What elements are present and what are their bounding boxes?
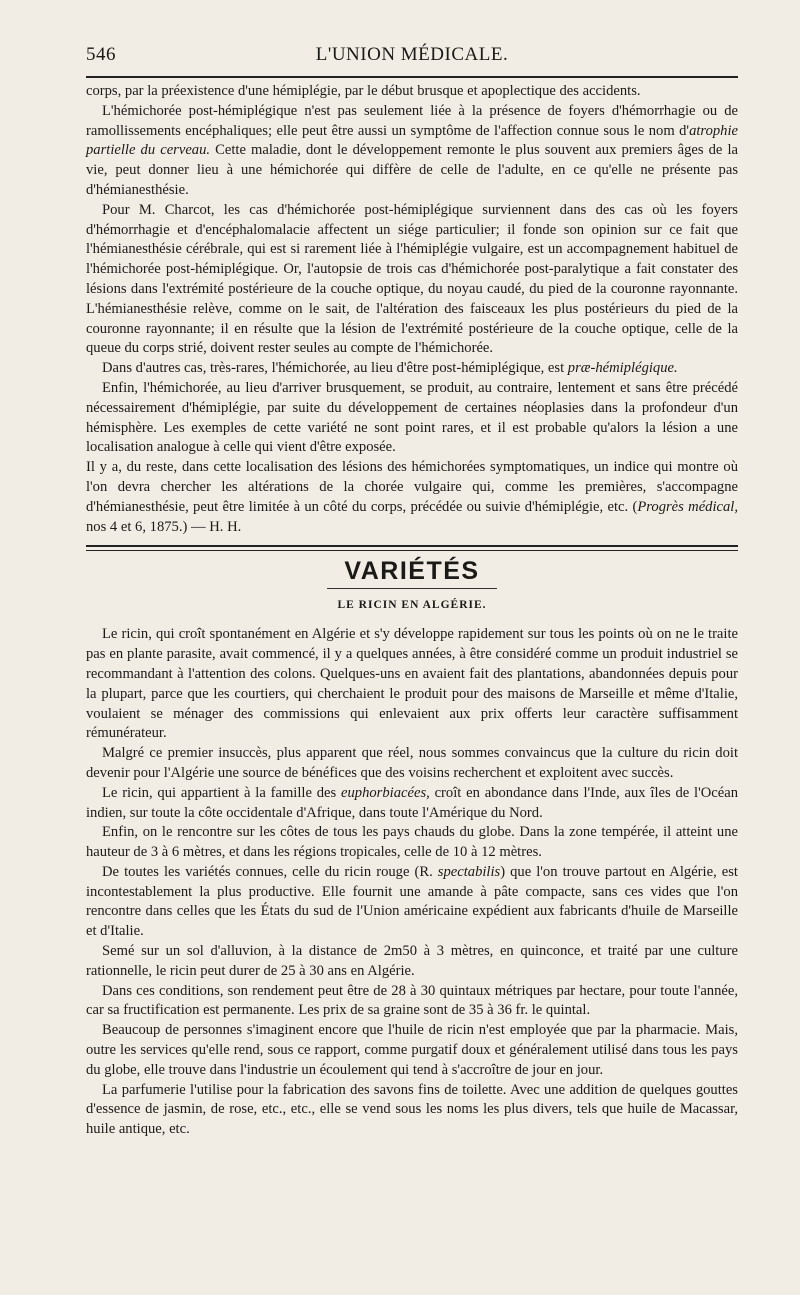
article-ricin [86,625,738,1140]
paragraph: corps, par la préexistence d'une hémiplégie, par le début brusque et apoplectique des accidents. [86,83,641,99]
paragraph: L'hémichorée post-hémiplégique n'est pas seulement liée à la présence de foyers d'hémorrhagie ou de ramollissements encéphaliques; elle peut être aussi un symptôme de l'affection connue sous le nom d'atrophie partielle du cerveau. Cette maladie, dont le développement remonte le plus souvent aux premiers âges de la vie, peut donner lieu à une hémichorée qui diffère de celle de l'adulte, en ce qu'elle ne présente pas d'hémianesthésie. [86,102,739,198]
paragraph: Enfin, on le rencontre sur les côtes de tous les pays chauds du globe. Dans la zone tempérée, il atteint une hauteur de 3 à 6 mètres, et dans les régions tropicales, celle de 10 à 12 mètres. [86,824,738,861]
section-divider [86,545,738,551]
paragraph: Pour M. Charcot, les cas d'hémichorée post-hémiplégique surviennent dans des cas où les foyers d'hémorrhagie et d'encéphalomalacie affectent un siége particulier; il fonde son opinion sur ce fait que l'hémianesthésie cérébrale, qui est si rarement liée à l'hémiplégie vulgaire, est un accompagnement habituel de l'hémichorée post-hémiplégique. Or, l'autopsie de trois cas d'hémichorée post-paralytique a fait constater des lésions dans l'extrémité postérieure de la couche optique, du noyau caudé, du pied de la couronne rayonnante. L'hémianesthésie relève, comme on le sait, de l'altération des faisceaux les plus postérieurs du pied de la couronne rayonnante; il en résulte que la lésion de l'extrémité postérieure de la couche optique, celle de la queue du corps strié, doivent rester seules au compte de l'hémichorée. [86,201,738,357]
article-title: LE RICIN EN ALGÉRIE. [337,599,487,612]
journal-title: L'UNION MÉDICALE. [315,44,509,65]
paragraph: Semé sur un sol d'alluvion, à la distance de 2m50 à 3 mètres, en quinconce, et traité par une culture rationnelle, le ricin peut durer de 25 à 30 ans en Algérie. [86,943,738,979]
paragraph: La parfumerie l'utilise pour la fabrication des savons fins de toilette. Avec une addition de quelques gouttes d'essence de jasmin, de rose, etc., etc., elle se vend sous les noms les plus divers, tels que huile de Macassar, huile antique, etc. [86,1081,738,1138]
paragraph: Il y a, du reste, dans cette localisation des lésions des hémichorées symptomatiques, un indice qui montre où l'on devra chercher les altérations de la chorée vulgaire qui, comme les premières, s'accompagne d'hémianesthésie, peut être limitée à un côté du corps, précédée ou suivie d'hémiplégie, etc. (Progrès médical, nos 4 et 6, 1875.) — H. H. [86,459,739,535]
paragraph: Dans ces conditions, son rendement peut être de 28 à 30 quintaux métriques par hectare, pour toute l'année, car sa fructification est permanente. Les prix de sa graine sont de 35 à 36 fr. le quintal. [86,982,738,1019]
paragraph: Dans d'autres cas, très-rares, l'hémichorée, au lieu d'être post-hémiplégique, est præ-hémiplégique. [102,360,678,377]
paragraph: Le ricin, qui appartient à la famille des euphorbiacées, croît en abondance dans l'Inde, aux îles de l'Océan indien, sur toute la côte occidentale d'Afrique, dans toute l'Amérique du Nord. [86,784,739,821]
paragraph: Beaucoup de personnes s'imaginent encore que l'huile de ricin n'est employée que par la pharmacie. Mais, outre les services qu'elle rend, sous ce rapport, comme purgatif doux et généralement utilisé dans tous les pays du globe, elle trouve dans l'industrie un écoulement qui tend à s'accroître de jour en jour. [86,1022,738,1078]
article-hemichoree [86,82,738,537]
header-rule [86,76,738,78]
title-rule [327,588,497,589]
page-content [86,44,738,1140]
paragraph: Malgré ce premier insuccès, plus apparent que réel, nous sommes convaincus que la culture du ricin doit devenir pour l'Algérie une source de bénéfices que des voisins recherchent et exploitent avec succès. [86,745,738,781]
running-header [86,44,738,74]
paragraph: De toutes les variétés connues, celle du ricin rouge (R. spectabilis) que l'on trouve partout en Algérie, est incontestablement la plus productive. Elle fournit une amande à pâte compacte, sans ces vides que l'on rencontre dans celles que les États du sud de l'Union américaine expédient aux fabricants d'huile de Marseille et d'Italie. [86,863,738,940]
paragraph: Le ricin, qui croît spontanément en Algérie et s'y développe rapidement sur tous les points où on ne le traite pas en plante parasite, avait commencé, il y a quelques années, à être considéré comme un produit industriel se recommandant à l'attention des colons. Quelques-uns en avaient fait des plantations, abandonnées depuis pour la plupart, parce que les courtiers, qui cherchaient le produit pour des maisons de Marseille et même d'Italie, voulaient se ménager des commissions qui enlevaient aux prix offerts leur caractère suffisamment rémunérateur. [86,626,738,742]
section-title: VARIÉTÉS [344,557,480,586]
page-number: 546 [86,44,116,65]
paragraph: Enfin, l'hémichorée, au lieu d'arriver brusquement, se produit, au contraire, lentement et sans être précédé nécessairement d'hémiplégie, par suite du développement de certaines néoplasies dans la profondeur d'un hémisphère. Les exemples de cette variété ne sont point rares, et il est probable qu'alors la lésion a une localisation analogue à celle qui vient d'être exposée. [86,379,738,456]
